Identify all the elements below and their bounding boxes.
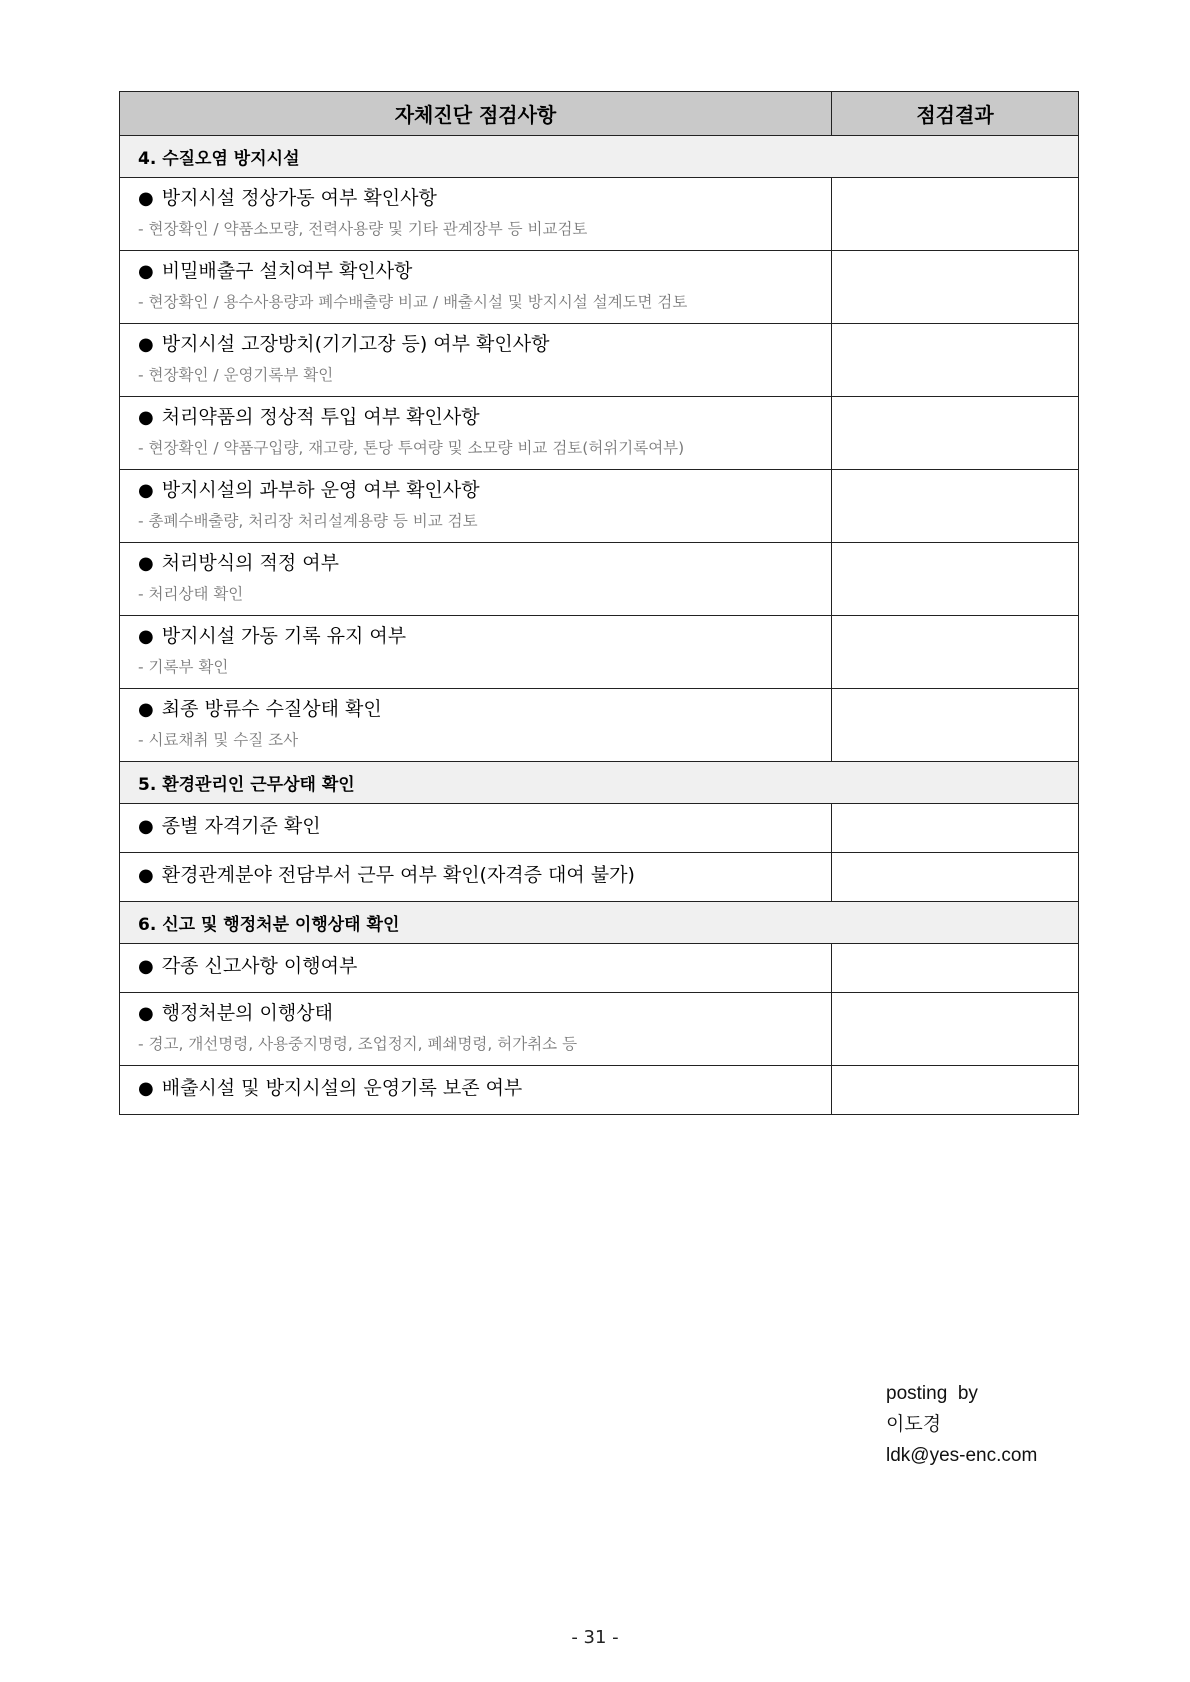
bullet-icon: ● xyxy=(138,865,154,886)
item-cell xyxy=(120,178,832,251)
table-row xyxy=(120,853,1079,902)
item-label: 방지시설 고장방치(기기고장 등) 여부 확인사항 xyxy=(161,333,550,355)
bullet-icon: ● xyxy=(138,480,154,501)
table-row xyxy=(120,324,1079,397)
table-row xyxy=(120,804,1079,853)
self-diagnosis-table xyxy=(119,91,1079,1115)
bullet-icon: ● xyxy=(138,626,154,647)
result-cell[interactable] xyxy=(832,1066,1079,1115)
item-cell xyxy=(120,993,832,1066)
bullet-icon: ● xyxy=(138,699,154,720)
table-row xyxy=(120,993,1079,1066)
item-label: 행정처분의 이행상태 xyxy=(161,1002,333,1024)
item-cell xyxy=(120,804,832,853)
bullet-icon: ● xyxy=(138,188,154,209)
item-label: 비밀배출구 설치여부 확인사항 xyxy=(161,260,413,282)
result-cell[interactable] xyxy=(832,944,1079,993)
section-title: 5. 환경관리인 근무상태 확인 xyxy=(120,762,1079,804)
table-row xyxy=(120,944,1079,993)
item-cell xyxy=(120,397,832,470)
item-cell xyxy=(120,543,832,616)
table-row xyxy=(120,251,1079,324)
section-row xyxy=(120,762,1079,804)
item-cell xyxy=(120,470,832,543)
table-row xyxy=(120,397,1079,470)
posting-author: 이도경 xyxy=(886,1414,942,1435)
result-cell[interactable] xyxy=(832,689,1079,762)
result-cell[interactable] xyxy=(832,804,1079,853)
item-sub: - 현장확인 / 약품소모량, 전력사용량 및 기타 관계장부 등 비교검토 xyxy=(138,220,588,238)
item-sub: - 경고, 개선명령, 사용중지명령, 조업정지, 폐쇄명령, 허가취소 등 xyxy=(138,1035,578,1053)
item-sub: - 처리상태 확인 xyxy=(138,585,244,603)
bullet-icon: ● xyxy=(138,956,154,977)
result-cell[interactable] xyxy=(832,853,1079,902)
result-cell[interactable] xyxy=(832,397,1079,470)
item-label: 처리약품의 정상적 투입 여부 확인사항 xyxy=(161,406,480,428)
item-label: 방지시설 가동 기록 유지 여부 xyxy=(161,625,407,647)
posting-email: ldk@yes-enc.com xyxy=(886,1445,1038,1466)
bullet-icon: ● xyxy=(138,261,154,282)
table-row xyxy=(120,689,1079,762)
item-cell xyxy=(120,251,832,324)
result-cell[interactable] xyxy=(832,993,1079,1066)
bullet-icon: ● xyxy=(138,553,154,574)
posting-credit xyxy=(886,1378,1037,1471)
section-title: 6. 신고 및 행정처분 이행상태 확인 xyxy=(120,902,1079,944)
table-row xyxy=(120,178,1079,251)
header-result: 점검결과 xyxy=(832,92,1079,136)
item-label: 방지시설 정상가동 여부 확인사항 xyxy=(161,187,437,209)
item-cell xyxy=(120,324,832,397)
item-label: 최종 방류수 수질상태 확인 xyxy=(161,698,382,720)
item-sub: - 현장확인 / 운영기록부 확인 xyxy=(138,366,334,384)
item-label: 방지시설의 과부하 운영 여부 확인사항 xyxy=(161,479,480,501)
item-sub: - 현장확인 / 용수사용량과 폐수배출량 비교 / 배출시설 및 방지시설 설계도면 검토 xyxy=(138,293,688,311)
table-row xyxy=(120,1066,1079,1115)
table-row xyxy=(120,616,1079,689)
header-item: 자체진단 점검사항 xyxy=(120,92,832,136)
item-label: 환경관계분야 전담부서 근무 여부 확인(자격증 대여 불가) xyxy=(161,864,635,886)
bullet-icon: ● xyxy=(138,1078,154,1099)
item-cell xyxy=(120,689,832,762)
section-row xyxy=(120,136,1079,178)
page-number: - 31 - xyxy=(571,1627,619,1648)
result-cell[interactable] xyxy=(832,543,1079,616)
result-cell[interactable] xyxy=(832,324,1079,397)
item-label: 처리방식의 적정 여부 xyxy=(161,552,339,574)
result-cell[interactable] xyxy=(832,616,1079,689)
bullet-icon: ● xyxy=(138,1003,154,1024)
item-label: 배출시설 및 방지시설의 운영기록 보존 여부 xyxy=(161,1077,523,1099)
result-cell[interactable] xyxy=(832,178,1079,251)
item-label: 각종 신고사항 이행여부 xyxy=(161,955,358,977)
bullet-icon: ● xyxy=(138,816,154,837)
item-cell xyxy=(120,616,832,689)
result-cell[interactable] xyxy=(832,251,1079,324)
item-cell xyxy=(120,944,832,993)
table-row xyxy=(120,543,1079,616)
item-label: 종별 자격기준 확인 xyxy=(161,815,321,837)
table-row xyxy=(120,470,1079,543)
section-row xyxy=(120,902,1079,944)
bullet-icon: ● xyxy=(138,334,154,355)
item-sub: - 총폐수배출량, 처리장 처리설계용량 등 비교 검토 xyxy=(138,512,478,530)
result-cell[interactable] xyxy=(832,470,1079,543)
item-sub: - 시료채취 및 수질 조사 xyxy=(138,731,299,749)
bullet-icon: ● xyxy=(138,407,154,428)
section-title: 4. 수질오염 방지시설 xyxy=(120,136,1079,178)
posting-by: posting by xyxy=(886,1383,978,1404)
item-sub: - 현장확인 / 약품구입량, 재고량, 톤당 투여량 및 소모량 비교 검토(허위기록여부) xyxy=(138,439,685,457)
item-cell xyxy=(120,1066,832,1115)
table-header-row xyxy=(120,92,1079,136)
item-sub: - 기록부 확인 xyxy=(138,658,229,676)
item-cell xyxy=(120,853,832,902)
